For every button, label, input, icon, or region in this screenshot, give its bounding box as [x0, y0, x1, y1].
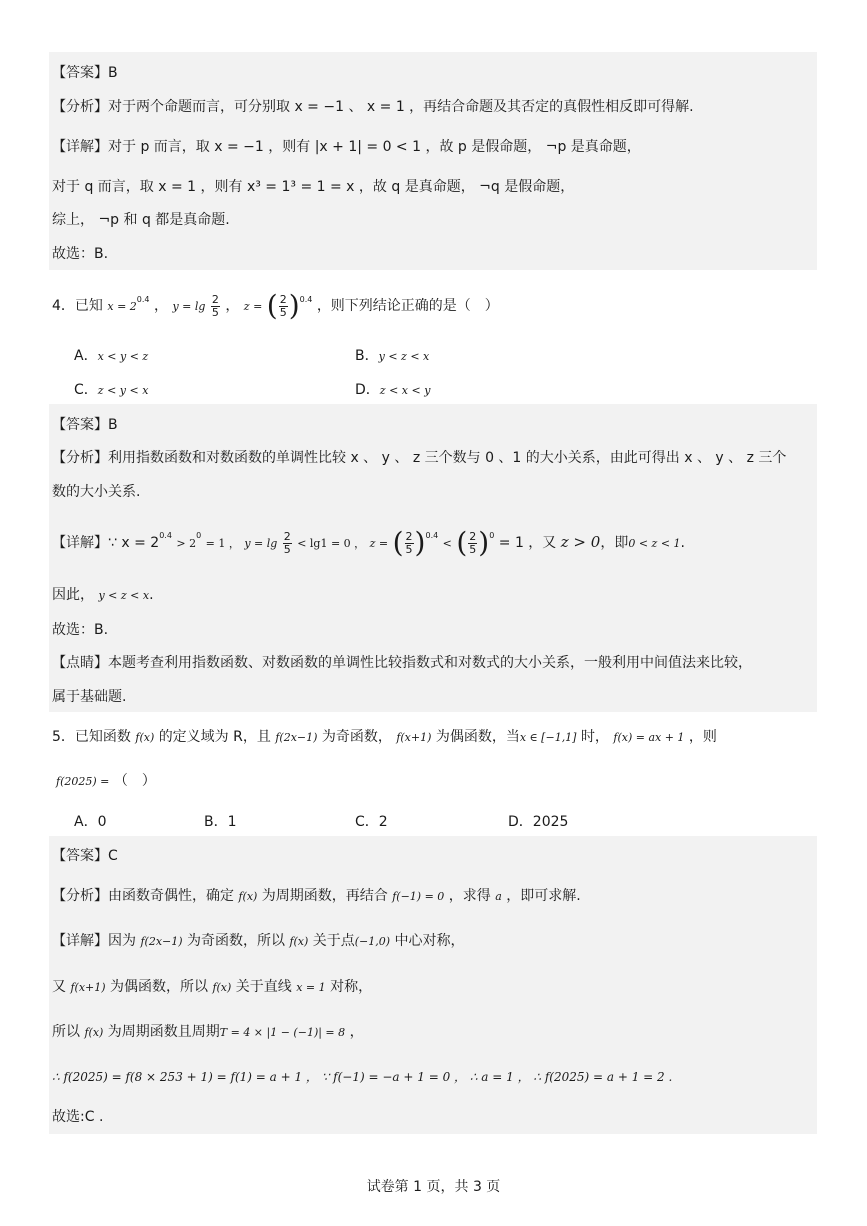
q3-analysis: 【分析】对于两个命题而言，可分别取 x = −1 、 x = 1 ，再结合命题及其否定的真假性相反即可得解. — [52, 99, 694, 115]
q5-analysis: 【分析】由函数奇偶性，确定 f(x) 为周期函数，再结合 f(−1) = 0 ，求得 a ，即可求解. — [52, 888, 581, 904]
q5-stem-line1: 5．已知函数 f(x) 的定义域为 R，且 f(2x−1) 为奇函数， f(x+1) 为偶函数，当x ∈ [−1,1] 时， f(x) = ax + 1 ，则 — [52, 729, 717, 745]
q5-answer: 【答案】C — [52, 848, 118, 864]
q4-option-b[interactable]: B．y < z < x — [355, 348, 430, 364]
q4-analysis-line1: 【分析】利用指数函数和对数函数的单调性比较 x 、 y 、 z 三个数与 0 、1 的大小关系，由此可得出 x 、 y 、 z 三个 — [52, 450, 787, 466]
q5-detail-line1: 【详解】因为 f(2x−1) 为奇函数，所以 f(x) 关于点(−1,0) 中心对称， — [52, 933, 465, 949]
q4-stem: 4．已知 $x = 2^{0.4}$ ， y = lg $\frac{2}{5}$ ， z = ( $\frac{2}{5}$ )$^{0.4}$ ，则下列结论正确的是（ ） — [52, 289, 499, 322]
q4-option-d[interactable]: D．z < x < y — [355, 382, 431, 398]
q4-answer: 【答案】B — [52, 417, 118, 433]
q5-option-b[interactable]: B．1 — [204, 814, 237, 830]
q4-analysis-line2: 数的大小关系. — [52, 484, 141, 500]
q4-therefore: 因此， y < z < x. — [52, 587, 154, 603]
q4-stem-suffix: ，则下列结论正确的是（ ） — [316, 298, 499, 314]
q5-detail-line3: 所以 f(x) 为周期函数且周期T = 4 × |1 − (−1)| = 8 ， — [52, 1024, 364, 1040]
q4-detail: 【详解】∵ $x = 2^{0.4} > 2^0 = 1$ ， y = lg $\frac{2}{5}$ < lg1 = 0 ， z = ( $\frac{2}{5}$ )$^{0.4}$ < ( $\frac{2}{5}$ )$^0$ = 1 ，又 z > 0，即0 < z < 1. — [52, 526, 685, 559]
q4-z-def: z = — [243, 300, 263, 313]
q5-option-a[interactable]: A．0 — [74, 814, 107, 830]
q4-conclusion: 故选：B. — [52, 622, 109, 638]
q3-detail-line3: 综上， ¬p 和 q 都是真命题. — [52, 212, 230, 228]
q4-x-exp: 0.4 — [136, 295, 150, 304]
q3-conclusion: 故选：B. — [52, 246, 109, 262]
q5-conclusion: 故选:C . — [52, 1109, 104, 1125]
q4-comment-line2: 属于基础题. — [52, 689, 127, 705]
q5-stem-line2: f(2025) = （ ） — [56, 773, 156, 789]
q4-z-fraction: $\frac{2}{5}$ — [279, 292, 287, 319]
q4-x-def: x = 2 — [107, 300, 137, 313]
q5-option-d[interactable]: D．2025 — [508, 814, 569, 830]
q4-z-exp: 0.4 — [299, 295, 313, 304]
q3-answer: 【答案】B — [52, 65, 118, 81]
q3-detail-line2: 对于 q 而言，取 x = 1 ，则有 x³ = 1³ = 1 = x ，故 q 是真命题， ¬q 是假命题， — [52, 179, 575, 195]
q3-detail-line1: 【详解】对于 p 而言，取 x = −1 ，则有 |x + 1| = 0 < 1 ，故 p 是假命题， ¬p 是真命题， — [52, 139, 641, 155]
q4-option-c[interactable]: C．z < y < x — [74, 382, 149, 398]
q3-solution-box — [49, 52, 817, 270]
q4-comment-line1: 【点睛】本题考查利用指数函数、对数函数的单调性比较指数式和对数式的大小关系，一般利用中间值法来比较， — [52, 655, 752, 671]
q5-detail-line4: ∴ f(2025) = f(8 × 253 + 1) = f(1) = a + 1 ， ∵ f(−1) = −a + 1 = 0 ， ∴ a = 1 ， ∴ f(2025) = a + 1 = 2 . — [52, 1070, 673, 1084]
page-footer: 试卷第 1 页，共 3 页 — [366, 1179, 501, 1195]
q4-option-a[interactable]: A．x < y < z — [74, 348, 149, 364]
q4-fraction: $\frac{2}{5}$ — [211, 292, 219, 319]
q5-option-c[interactable]: C．2 — [355, 814, 388, 830]
q4-stem-prefix: 4．已知 — [52, 298, 103, 314]
q4-y-def: y = lg — [172, 300, 206, 313]
q5-detail-line2: 又 f(x+1) 为偶函数，所以 f(x) 关于直线 x = 1 对称， — [52, 979, 373, 995]
